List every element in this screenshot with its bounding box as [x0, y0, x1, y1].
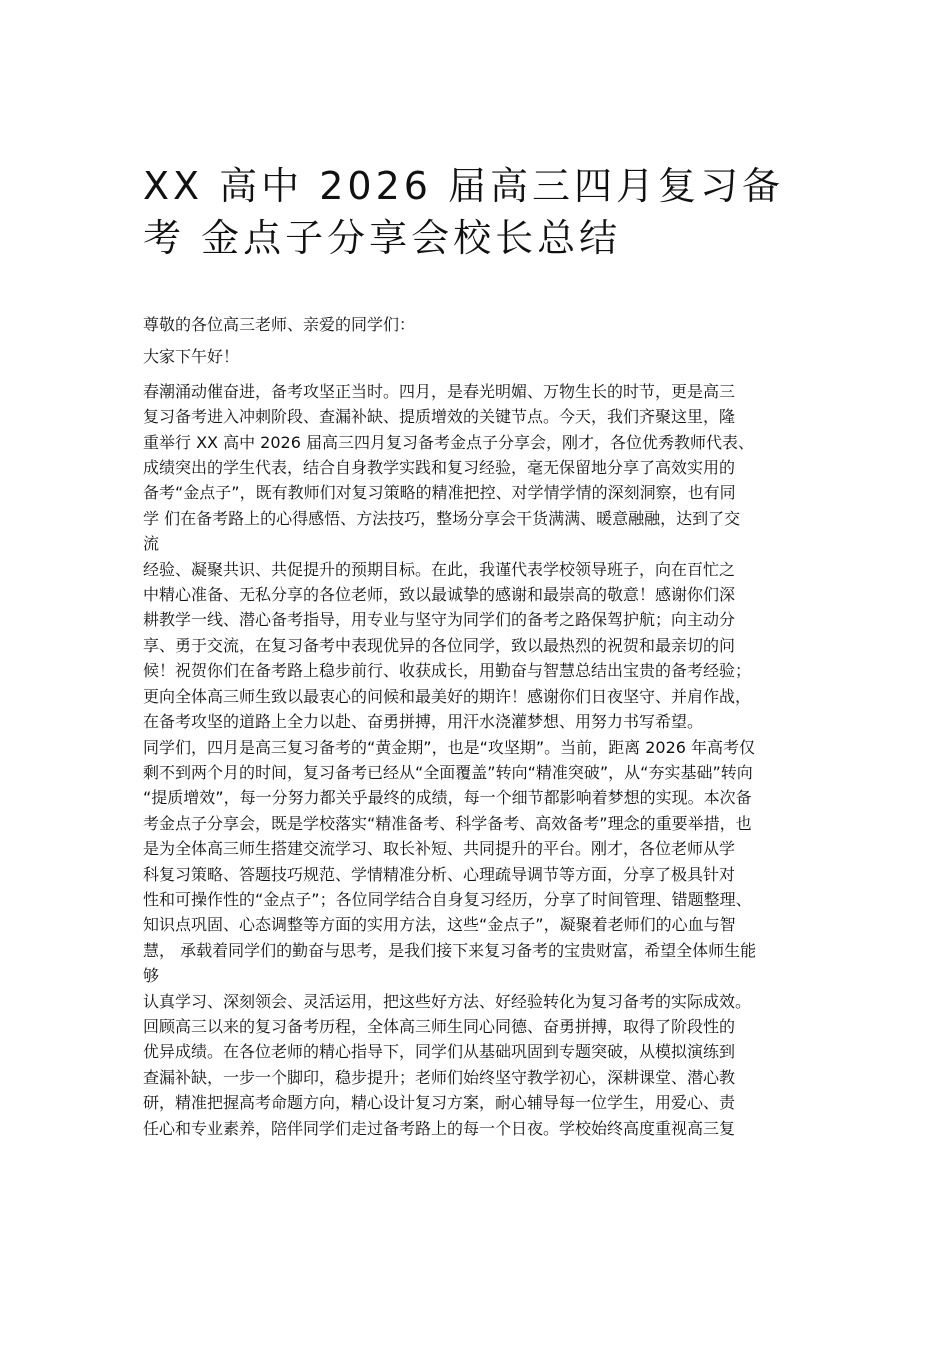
salutation-paragraph [143, 312, 823, 337]
text-line: 认真学习、深刻领会、灵活运用，把这些好方法、好经验转化为复习备考的实际成效。 [143, 991, 752, 1011]
text-line: 优异成绩。在各位老师的精心指导下，同学们从基础巩固到专题突破，从模拟演练到 [143, 1042, 736, 1062]
document-title [143, 160, 823, 264]
text-line: 学 们在备考路上的心得感悟、方法技巧，整场分享会干货满满、暖意融融，达到了交 [143, 508, 741, 528]
text-line: “提质增效”，每一分努力都关乎最终的成绩，每一个细节都影响着梦想的实现。本次备 [143, 788, 752, 808]
text-line: 同学们，四月是高三复习备考的“黄金期”，也是“攻坚期”。当前，距离 2026 年高考仅 [143, 737, 756, 757]
body-paragraph-2 [143, 735, 823, 1142]
text-line: 尊敬的各位高三老师、亲爱的同学们： [143, 315, 416, 334]
text-line: 在备考攻坚的道路上全力以赴、奋勇拼搏，用汗水浇灌梦想、用努力书写希望。 [143, 712, 704, 732]
text-line: 耕教学一线、潜心备考指导，用专业与坚守为同学们的备考之路保驾护航；向主动分 [143, 610, 736, 630]
text-line: 剩不到两个月的时间，复习备考已经从“全面覆盖”转向“精准突破”，从“夯实基础”转向 [143, 762, 753, 782]
text-line: 知识点巩固、心态调整等方面的实用方法，这些“金点子”，凝聚着老师们的心血与智 [143, 915, 736, 935]
text-line: 中精心准备、无私分享的各位老师，致以最诚挚的感谢和最崇高的敬意！感谢你们深 [143, 585, 736, 605]
text-line: 研，精准把握高考命题方向，精心设计复习方案，耐心辅导每一位学生，用爱心、责 [143, 1093, 736, 1113]
text-line: 大家下午好！ [143, 347, 240, 367]
text-line: 科复习策略、答题技巧规范、学情精准分析、心理疏导调节等方面，分享了极具针对 [143, 864, 736, 884]
text-line: 复习备考进入冲刺阶段、查漏补缺、提质增效的关键节点。今天，我们齐聚这里，隆 [143, 407, 736, 427]
text-line: 备考“金点子”，既有教师们对复习策略的精准把控、对学情学情的深刻洞察，也有同 [143, 483, 736, 503]
title-line-2: 考 金点子分享会校长总结 [143, 216, 622, 260]
text-line: 慧， 承载着同学们的勤奋与思考，是我们接下来复习备考的宝贵财富，希望全体师生能 [143, 940, 757, 960]
text-line: 重举行 XX 高中 2026 届高三四月复习备考金点子分享会，刚才，各位优秀教师代表、 [143, 432, 754, 452]
text-line: 流 [143, 534, 160, 554]
text-line: 够 [143, 966, 160, 986]
title-line-1: XX 高中 2026 届高三四月复习备 [143, 164, 785, 208]
text-line: 春潮涌动催奋进，备考攻坚正当时。四月，是春光明媚、万物生长的时节，更是高三 [143, 381, 736, 401]
text-line: 考金点子分享会，既是学校落实“精准备考、科学备考、高效备考”理念的重要举措，也 [143, 813, 752, 833]
greeting-paragraph [143, 344, 823, 369]
text-line: 候！祝贺你们在备考路上稳步前行、收获成长，用勤奋与智慧总结出宝贵的备考经验； [143, 661, 752, 681]
text-line: 经验、凝聚共识、共促提升的预期目标。在此，我谨代表学校领导班子，向在百忙之 [143, 559, 736, 579]
text-line: 更向全体高三师生致以最衷心的问候和最美好的期许！感谢你们日夜坚守、并肩作战， [143, 686, 752, 706]
text-line: 成绩突出的学生代表，结合自身教学实践和复习经验，毫无保留地分享了高效实用的 [143, 458, 736, 478]
text-line: 回顾高三以来的复习备考历程，全体高三师生同心同德、奋勇拼搏，取得了阶段性的 [143, 1016, 736, 1036]
text-line: 性和可操作性的“金点子”；各位同学结合自身复习经历，分享了时间管理、错题整理、 [143, 889, 752, 909]
text-line: 查漏补缺，一步一个脚印，稳步提升；老师们始终坚守教学初心，深耕课堂、潜心教 [143, 1067, 736, 1087]
text-line: 享、勇于交流，在复习备考中表现优异的各位同学，致以最热烈的祝贺和最亲切的问 [143, 635, 736, 655]
text-line: 是为全体高三师生搭建交流学习、取长补短、共同提升的平台。刚才，各位老师从学 [143, 839, 736, 859]
body-paragraph-1 [143, 379, 823, 735]
document-body [143, 312, 823, 1141]
text-line: 任心和专业素养，陪伴同学们走过备考路上的每一个日夜。学校始终高度重视高三复 [143, 1118, 736, 1138]
